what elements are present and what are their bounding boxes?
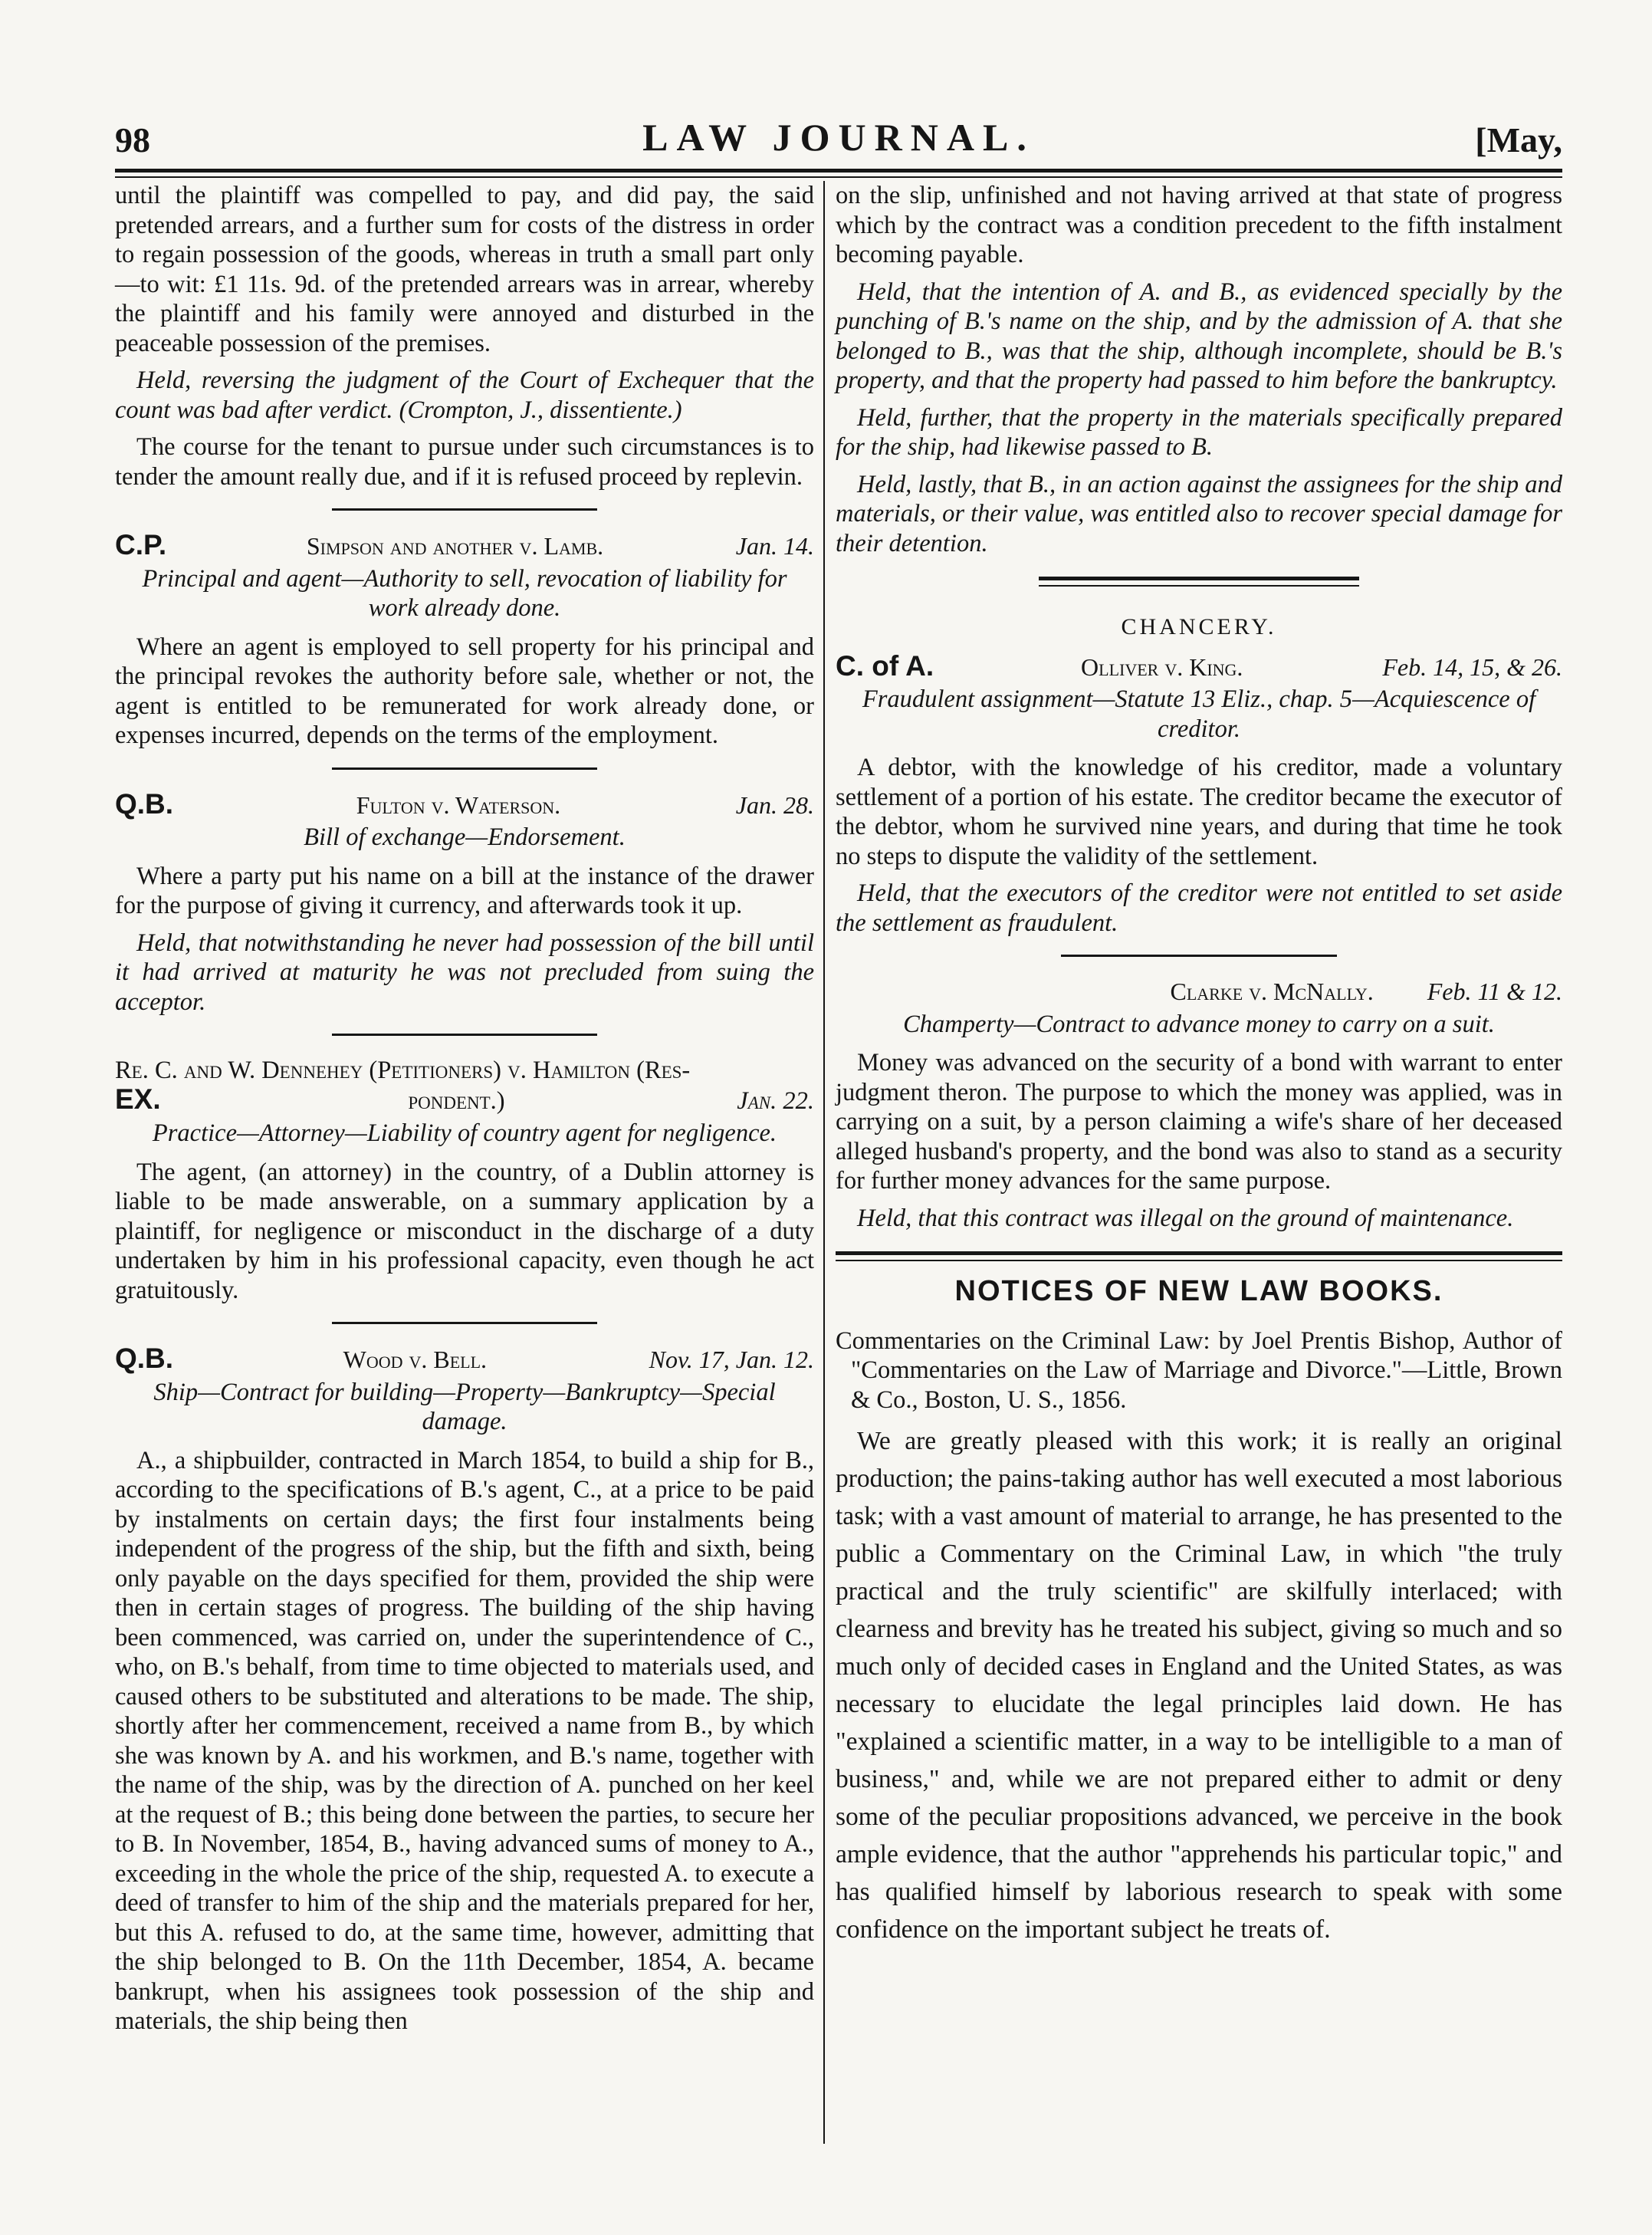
month-label: [May, bbox=[1475, 120, 1562, 159]
book-review: We are greatly pleased with this work; it is really an original production; the pains-taking author has well executed a most laborious task; with a vast amount of material to arrange, he has presented to the public a Commentary on the Criminal Law, in which "the truly practical and the truly scientific" are skilfully interlaced; with clearness and brevity has he treated his subject, giving so much and so much only of decided cases in England and the United States, as was necessary to elucidate the legal principles laid down. He has "explained a scientific matter, in a way to be intelligible to a man of business," and, while we are not prepared either to admit or deny some of the peculiar propositions advanced, we perceive in the book ample evidence, that the author "apprehends his particular topic," and has qualified himself by laborious research to speak with some confidence on the important subject he treats of. bbox=[836, 1427, 1562, 1944]
section-rule bbox=[1061, 955, 1337, 957]
court-label: EX. bbox=[115, 1083, 161, 1115]
right-column bbox=[836, 181, 1562, 2105]
continued-paragraph: until the plaintiff was compelled to pay, and did pay, the said pretended arrears, and a further sum for costs of the distress in order to regain possession of the goods, whereas in truth a small part only—to wit: £1 11s. 9d. of the pretended arrears was in arrear, whereby the plaintiff and his family were annoyed and disturbed in the peaceable possession of the premises. bbox=[115, 182, 814, 357]
section-rule bbox=[332, 508, 598, 511]
section-rule bbox=[332, 1322, 598, 1324]
case-date: Feb. 11 & 12. bbox=[1427, 978, 1562, 1005]
held-paragraph: Held, that the intention of A. and B., as evidenced specially by the punching of B.'s name on the ship, and by the admission of A. that she belonged to B., was that the ship, although incomplete, should be B.'s property, and that the property had passed to him before the bankruptcy. bbox=[836, 278, 1562, 394]
case-parties: Re. C. and W. Dennehey (Petitioners) v. Hamilton (Res- bbox=[115, 1057, 691, 1084]
header-rule bbox=[115, 169, 1562, 173]
case-headnote: Ship—Contract for building—Property—Bankruptcy—Special damage. bbox=[153, 1378, 776, 1435]
held-paragraph: Held, further, that the property in the materials specifically prepared for the ship, had likewise passed to B. bbox=[836, 403, 1562, 461]
case-parties: Fulton v. Waterson. bbox=[356, 790, 561, 819]
case-heading bbox=[115, 1056, 814, 1116]
case-parties: Wood v. Bell. bbox=[343, 1346, 488, 1373]
case-paragraph: A debtor, with the knowledge of his creditor, made a voluntary settlement of a portion of his estate. The creditor became the executor of the debtor, whom he survived nine years, and during that time he took no steps to dispute the validity of the settlement. bbox=[836, 754, 1562, 870]
case-heading bbox=[836, 977, 1562, 1007]
case-heading bbox=[836, 649, 1562, 682]
court-label: Q.B. bbox=[115, 787, 174, 820]
case-date: Nov. 17, Jan. 12. bbox=[649, 1346, 814, 1373]
held-paragraph: Held, that this contract was illegal on the ground of maintenance. bbox=[857, 1204, 1514, 1232]
case-paragraph: The agent, (an attorney) in the country, of a Dublin attorney is liable to be made answerable, on a summary application by a plaintiff, for negligence or misconduct in the discharge of a duty undertaken by him in his professional capacity, even though he act gratuitously. bbox=[115, 1158, 814, 1304]
paragraph: The course for the tenant to pursue under such circumstances is to tender the amount really due, and if it is refused proceed by replevin. bbox=[115, 433, 814, 491]
section-rule bbox=[332, 767, 598, 770]
case-headnote: Bill of exchange—Endorsement. bbox=[304, 823, 626, 851]
case-date: Jan. 14. bbox=[735, 532, 814, 560]
header-rule-thin bbox=[115, 176, 1562, 178]
running-head bbox=[115, 115, 1562, 169]
held-paragraph: Held, that notwithstanding he never had possession of the bill until it had arrived at maturity he was not precluded from suing the acceptor. bbox=[115, 929, 814, 1016]
case-parties-cont: pondent.) bbox=[408, 1087, 505, 1115]
case-paragraph: Where a party put his name on a bill at the instance of the drawer for the purpose of giving it currency, and afterwards took it up. bbox=[115, 862, 814, 919]
case-parties: Clarke v. McNally. bbox=[1170, 978, 1374, 1005]
case-parties: Simpson and another v. Lamb. bbox=[306, 532, 604, 560]
held-paragraph: Held, lastly, that B., in an action against the assignees for the ship and materials, or their value, was entitled also to recover special damage for their detention. bbox=[836, 470, 1562, 557]
held-paragraph: Held, that the executors of the creditor were not entitled to set aside the settlement as fraudulent. bbox=[836, 879, 1562, 937]
left-column bbox=[115, 181, 814, 2105]
journal-title: LAW JOURNAL. bbox=[642, 116, 1035, 159]
column-divider bbox=[823, 181, 825, 2144]
case-date: Jan. 22. bbox=[737, 1087, 814, 1115]
case-date: Feb. 14, 15, & 26. bbox=[1382, 652, 1562, 681]
double-rule bbox=[1039, 577, 1358, 580]
case-headnote: Fraudulent assignment—Statute 13 Eliz., chap. 5—Acquiescence of creditor. bbox=[862, 685, 1536, 743]
case-heading bbox=[115, 787, 814, 820]
double-rule-thin bbox=[1039, 585, 1358, 587]
case-headnote: Practice—Attorney—Liability of country agent for negligence. bbox=[152, 1119, 777, 1147]
court-label: C.P. bbox=[115, 529, 167, 560]
court-label: C. of A. bbox=[836, 649, 934, 682]
page-number: 98 bbox=[115, 120, 150, 159]
case-parties: Olliver v. King. bbox=[1081, 652, 1243, 681]
double-rule bbox=[836, 1251, 1562, 1255]
held-paragraph: Held, reversing the judgment of the Court of Exchequer that the count was bad after verdict. (Crompton, J., dissentiente.) bbox=[115, 366, 814, 424]
case-heading bbox=[115, 1344, 814, 1375]
book-citation: Commentaries on the Criminal Law: by Joel Prentis Bishop, Author of "Commentaries on the Law of Marriage and Divorce."—Little, Brown & Co., Boston, U. S., 1856. bbox=[836, 1326, 1562, 1414]
case-paragraph: Where an agent is employed to sell property for his principal and the principal revokes the authority before sale, whether or not, the agent is entitled to be remunerated for work already done, or expenses incurred, depends on the terms of the employment. bbox=[115, 633, 814, 749]
case-headnote: Principal and agent—Authority to sell, revocation of liability for work already done. bbox=[142, 564, 787, 622]
section-rule bbox=[332, 1034, 598, 1036]
notices-title: NOTICES OF NEW LAW BOOKS. bbox=[954, 1275, 1443, 1307]
case-heading bbox=[115, 531, 814, 561]
case-headnote: Champerty—Contract to advance money to carry on a suit. bbox=[903, 1010, 1495, 1038]
continued-paragraph: on the slip, unfinished and not having arrived at that state of progress which by the contract was a condition precedent to the fifth instalment becoming payable. bbox=[836, 182, 1562, 268]
case-paragraph: Money was advanced on the security of a bond with warrant to enter judgment theron. The purpose to which the money was applied, was in carrying on a suit, by a person claiming a wife's share of her deceased alleged husband's property, and the bond was also to stand as a security for further money advances for the same purpose. bbox=[836, 1049, 1562, 1195]
case-paragraph: A., a shipbuilder, contracted in March 1854, to build a ship for B., according to the specifications of B.'s agent, C., at a price to be paid by instalments on certain days; the first four instalments being independent of the progress of the ship, but the fifth and sixth, being only payable on the days specified for them, provided the ship were then in certain stages of progress. The building of the ship having been commenced, was carried on, under the superintendence of C., who, on B.'s behalf, from time to time objected to materials used, and caused others to be substituted and alterations to be made. The ship, shortly after her commencement, received a name from B., by which she was known by A. and his workmen, and B.'s name, together with the name of the ship, was by the direction of A. punched on her keel at the request of B.; this being done between the parties, to secure her to B. In November, 1854, B., having advanced sums of money to A., exceeding in the whole the price of the ship, requested A. to execute a deed of transfer to him of the ship and the materials prepared for her, but this A. refused to do, at the same time, however, admitting that the ship belonged to B. On the 11th December, 1854, A. became bankrupt, when his assignees took possession of the ship and materials, the ship being then bbox=[115, 1446, 814, 2035]
chancery-label: CHANCERY. bbox=[1121, 614, 1277, 639]
court-label: Q.B. bbox=[115, 1343, 174, 1374]
double-rule-thin bbox=[836, 1260, 1562, 1261]
case-date: Jan. 28. bbox=[735, 790, 814, 819]
